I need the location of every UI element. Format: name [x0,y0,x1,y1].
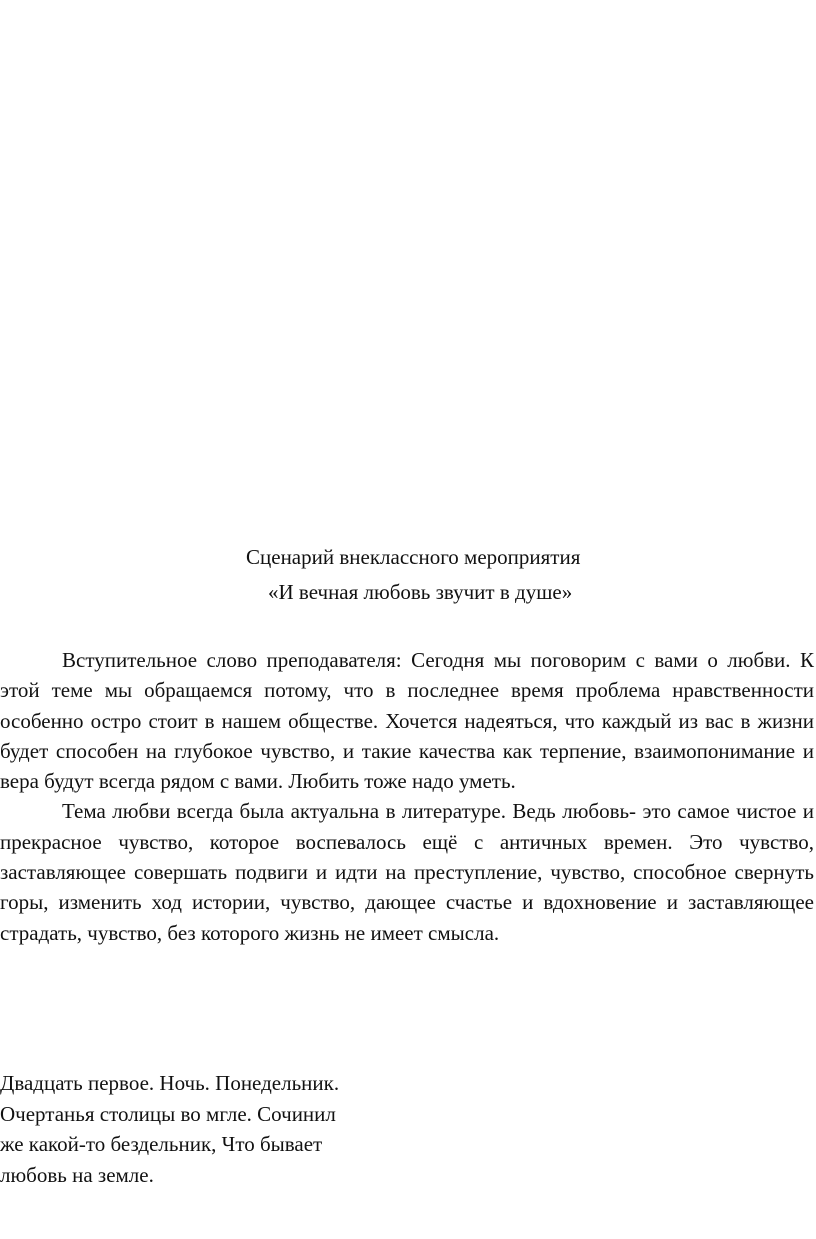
paragraph-introduction: Вступительное слово преподавателя: Сегодня мы поговорим с вами о любви. К этой теме мы обращаемся потому, что в последнее время проблема нравственности особенно остро стоит в нашем обществе. Хочется надеяться, что каждый из вас в жизни будет способен на глубокое чувство, и такие качества как терпение, взаимопонимание и вера будут всегда рядом с вами. Любить тоже надо уметь. [0,648,814,794]
poem-line: Очертанья столицы во мгле. Сочинил [0,1101,336,1126]
poem-line: же какой-то бездельник, Что бывает [0,1132,323,1156]
document-title-line-1: Сценарий внеклассного мероприятия [246,545,581,569]
document-title-line-2: «И вечная любовь звучит в душе» [268,580,573,604]
document-body [0,645,814,948]
poem-line: Двадцать первое. Ночь. Понедельник. [0,1071,340,1095]
poem-excerpt [0,1068,420,1190]
paragraph-theme-of-love: Тема любви всегда была актуальна в литературе. Ведь любовь- это самое чистое и прекрасное чувство, которое воспевалось ещё с античных времен. Это чувство, заставляющее совершать подвиги и идти на преступление, чувство, способное свернуть горы, изменить ход истории, чувство, дающее счастье и вдохновение и заставляющее страдать, чувство, без которого жизнь не имеет смысла. [0,799,814,945]
poem-line: любовь на земле. [0,1162,154,1187]
